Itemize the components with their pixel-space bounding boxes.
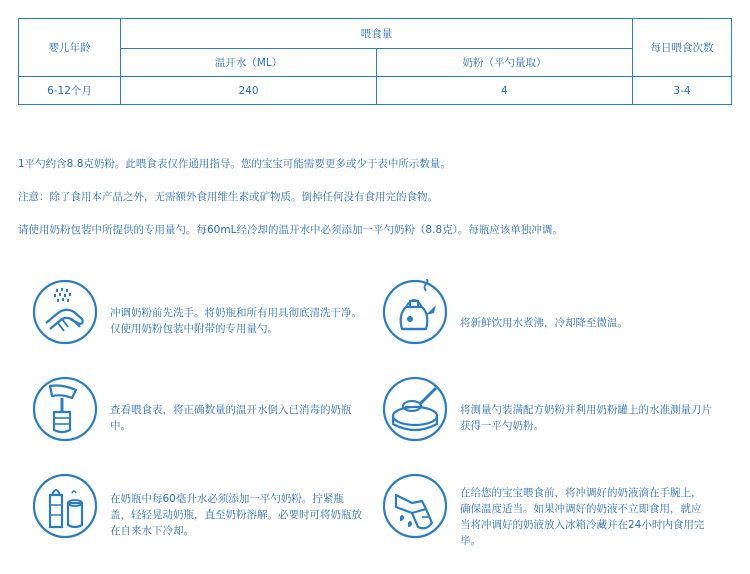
- note-caution: 注意：除了食用本产品之外，无需额外食用维生素或矿物质。倒掉任何没有食用完的食物。: [18, 191, 438, 203]
- step-text: 冲调奶粉前先洗手。将奶瓶和所有用具彻底清洗干净。仅使用奶粉包装中附带的专用量勺。: [110, 307, 362, 335]
- test-temperature-icon: [382, 473, 448, 539]
- subheader-water: 温开水（ML）: [121, 49, 377, 77]
- cell-water: 240: [121, 77, 377, 105]
- note-instruction: 请使用奶粉包装中所提供的专用量勺。每60mL经冷却的温开水中必须添加一平勺奶粉（8.8克）。每瓶应该单独冲调。: [18, 224, 563, 236]
- subheader-powder: 奶粉（平勺量取）: [377, 49, 633, 77]
- step-text: 在给您的宝宝喂食前，将冲调好的奶液滴在手腕上，确保温度适当。如果冲调好的奶液不立即食用，就应当将冲调好的奶液放入冰箱冷藏并在24小时内食用完毕。: [460, 487, 705, 547]
- step-text: 将测量勺装满配方奶粉并利用奶粉罐上的水准测量刀片获得一平勺奶粉。: [460, 404, 712, 432]
- measuring-scoop-icon: [382, 376, 448, 442]
- cell-age: 6-12个月: [19, 77, 121, 105]
- feeding-table: [18, 18, 732, 105]
- header-amount: 喂食量: [121, 19, 633, 49]
- cell-times: 3-4: [633, 77, 732, 105]
- note-scoop: 1平勺约含8.8克奶粉。此喂食表仅作通用指导。您的宝宝可能需要更多或少于表中所示数量。: [18, 158, 451, 170]
- pour-water-icon: [32, 376, 98, 442]
- cell-powder: 4: [377, 77, 633, 105]
- table-row: [19, 77, 732, 105]
- washing-hands-icon: [32, 279, 98, 345]
- step-text: 将新鲜饮用水煮沸，冷却降至微温。: [460, 317, 628, 329]
- bottle-shake-icon: [32, 473, 98, 539]
- header-times: 每日喂食次数: [633, 19, 732, 77]
- header-age: 婴儿年龄: [19, 19, 121, 77]
- step-text: 在奶瓶中每60毫升水必须添加一平勺奶粉。拧紧瓶盖，轻轻晃动奶瓶，直至奶粉溶解。必要时可将奶瓶放在自来水下冷却。: [110, 493, 362, 537]
- step-text: 查看喂食表，将正确数量的温开水倒入已消毒的奶瓶中。: [110, 404, 352, 432]
- kettle-icon: [382, 279, 448, 345]
